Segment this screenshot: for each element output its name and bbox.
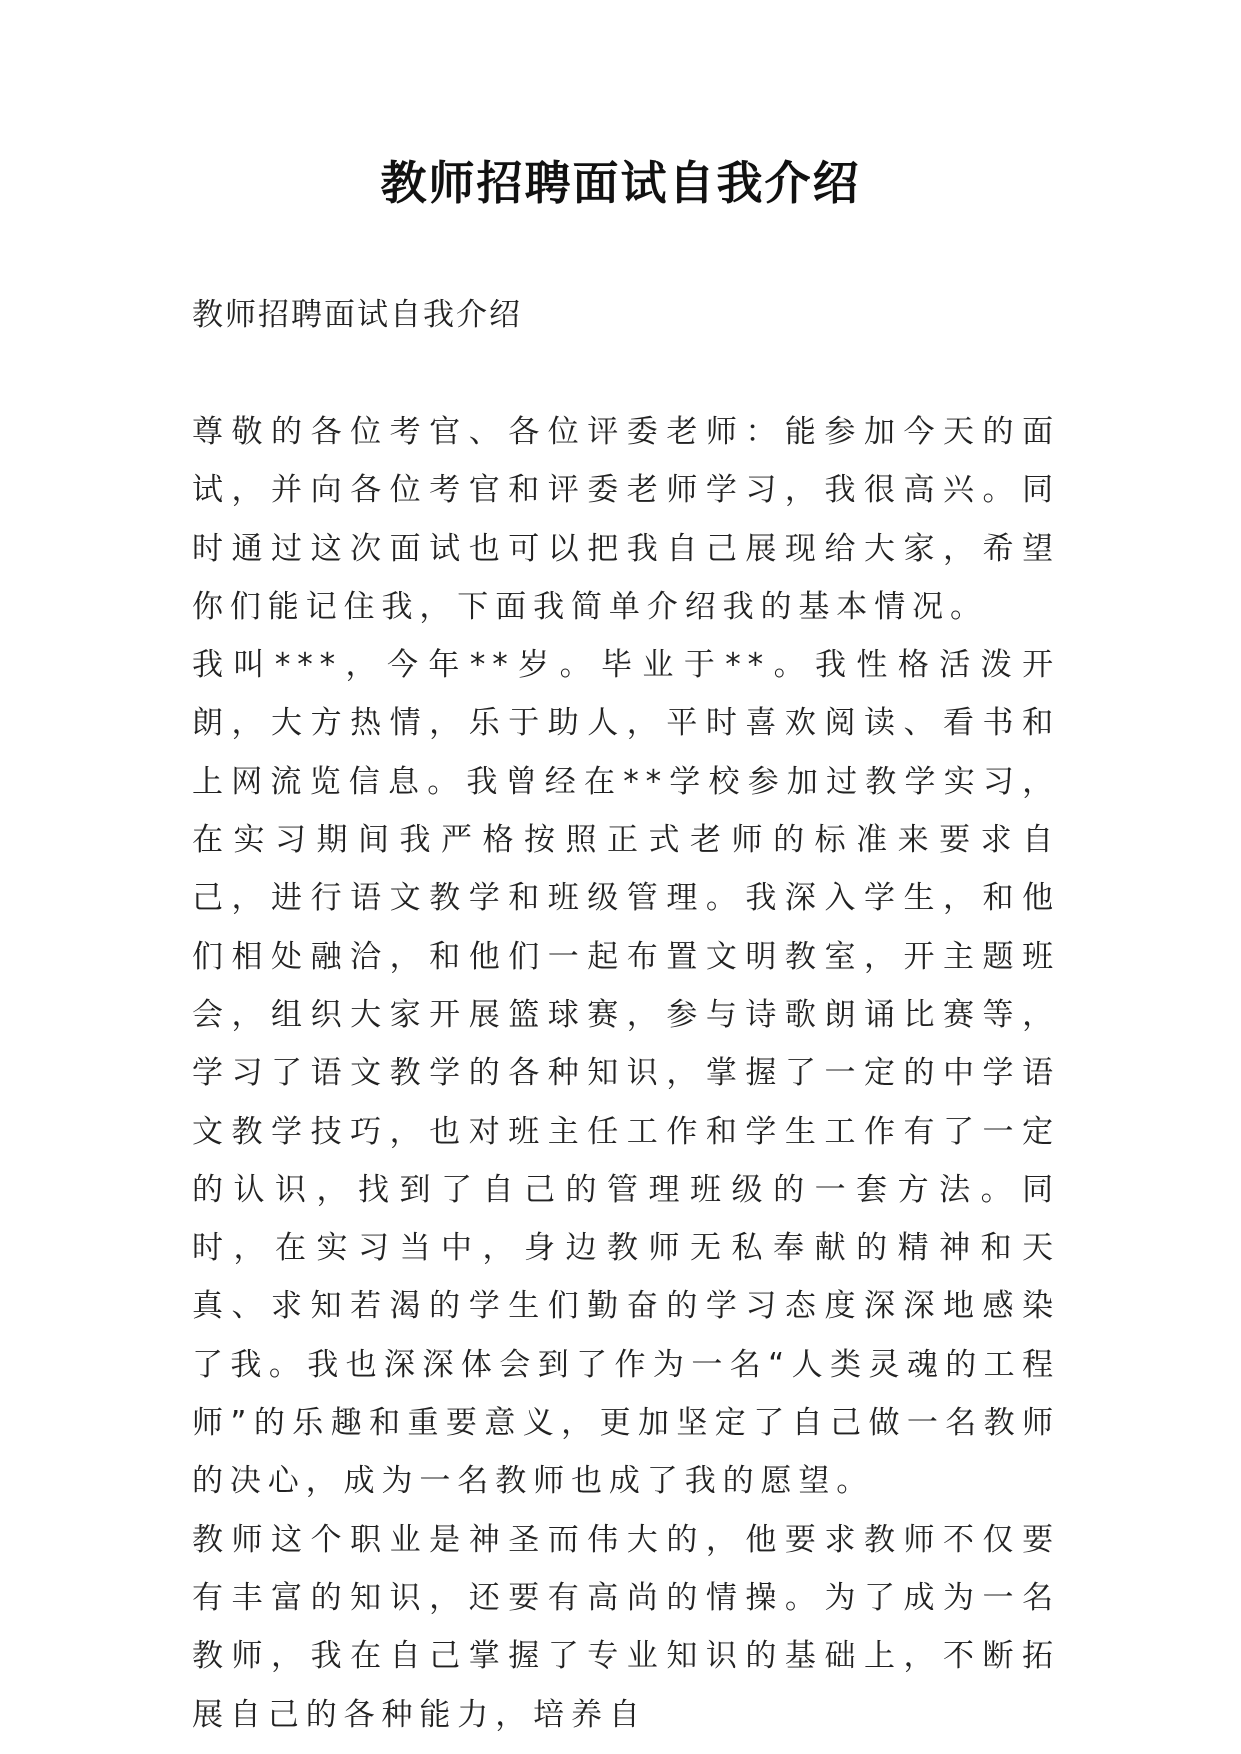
document-body bbox=[192, 403, 1060, 1744]
paragraph-background: 我叫***，今年**岁。毕业于**。我性格活泼开朗，大方热情，乐于助人，平时喜欢阅读、看书和上网流览信息。我曾经在**学校参加过教学实习，在实习期间我严格按照正式老师的标准来要求自己，进行语文教学和班级管理。我深入学生，和他们相处融洽，和他们一起布置文明教室，开主题班会，组织大家开展篮球赛，参与诗歌朗诵比赛等，学习了语文教学的各种知识，掌握了一定的中学语文教学技巧，也对班主任工作和学生工作有了一定的认识，找到了自己的管理班级的一套方法。同时，在实习当中，身边教师无私奉献的精神和天真、求知若渴的学生们勤奋的学习态度深深地感染了我。我也深深体会到了作为一名“人类灵魂的工程师”的乐趣和重要意义，更加坚定了自己做一名教师的决心，成为一名教师也成了我的愿望。 bbox=[192, 647, 1060, 1500]
paragraph-profession: 教师这个职业是神圣而伟大的，他要求教师不仅要有丰富的知识，还要有高尚的情操。为了成为一名教师，我在自己掌握了专业知识的基础上，不断拓展自己的各种能力，培养自 bbox=[192, 1521, 1060, 1733]
paragraph-greeting: 尊敬的各位考官、各位评委老师：能参加今天的面试，并向各位考官和评委老师学习，我很高兴。同时通过这次面试也可以把我自己展现给大家，希望你们能记住我，下面我简单介绍我的基本情况。 bbox=[192, 414, 1060, 625]
document-subtitle: 教师招聘面试自我介绍 bbox=[192, 297, 522, 333]
document-title: 教师招聘面试自我介绍 bbox=[380, 156, 861, 210]
